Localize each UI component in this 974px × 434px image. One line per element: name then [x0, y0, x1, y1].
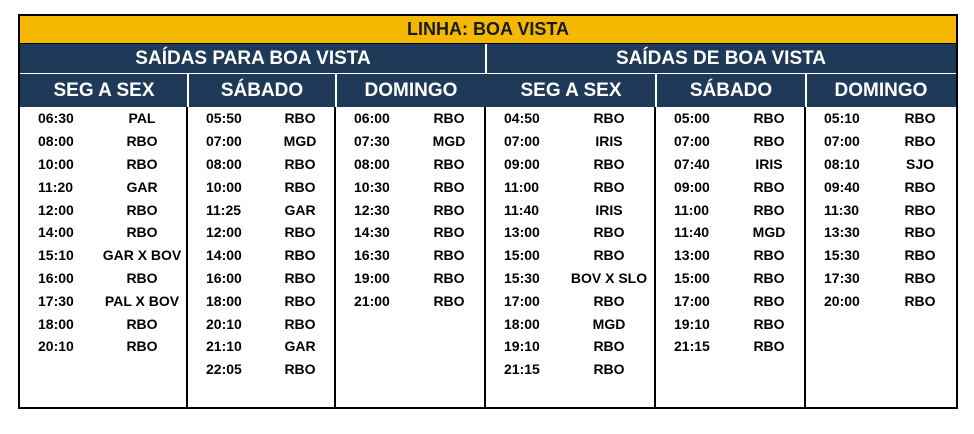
route-code: RBO: [904, 133, 936, 150]
departure-time: 12:30: [354, 201, 390, 218]
column-para-sab: [188, 107, 336, 407]
route-code: RBO: [904, 224, 936, 241]
schedule-row: [656, 175, 804, 198]
route-code: MGD: [752, 224, 786, 241]
schedule-row: [656, 198, 804, 221]
schedule-table: [18, 14, 958, 409]
schedule-row: [486, 153, 654, 176]
route-code: RBO: [753, 178, 785, 195]
schedule-row: [806, 175, 956, 198]
schedule-row: [656, 267, 804, 290]
departure-time: 16:30: [354, 247, 390, 264]
schedule-row: [20, 289, 186, 312]
departure-time: 11:30: [824, 201, 860, 218]
day-header-de-seg: SEG A SEX: [486, 74, 656, 107]
route-code: RBO: [284, 155, 316, 172]
route-code: RBO: [284, 224, 316, 241]
departure-time: 07:00: [504, 133, 540, 150]
schedule-row: [188, 312, 334, 335]
departure-time: 07:00: [206, 133, 242, 150]
route-code: RBO: [593, 361, 625, 378]
day-header-para-dom: DOMINGO: [336, 74, 486, 107]
departure-time: 06:30: [38, 110, 74, 127]
schedule-row: [336, 198, 484, 221]
schedule-row: [20, 335, 186, 358]
route-code: RBO: [753, 315, 785, 332]
column-de-seg: [486, 107, 656, 407]
departure-time: 06:00: [354, 110, 390, 127]
departure-time: 08:00: [354, 155, 390, 172]
schedule-row: [20, 107, 186, 130]
schedule-row: [336, 221, 484, 244]
schedule-row: [20, 153, 186, 176]
route-code: RBO: [753, 338, 785, 355]
departure-time: 16:00: [206, 269, 242, 286]
departure-time: 18:00: [504, 315, 540, 332]
departure-time: 14:00: [206, 247, 242, 264]
departure-time: 11:00: [674, 201, 710, 218]
group-header-para: SAÍDAS PARA BOA VISTA: [20, 44, 486, 74]
schedule-row: [656, 289, 804, 312]
schedule-row: [336, 130, 484, 153]
schedule-row: [336, 289, 484, 312]
departure-time: 22:05: [206, 361, 242, 378]
departure-time: 15:00: [504, 247, 540, 264]
header-divider: [805, 74, 807, 107]
column-de-sab: [656, 107, 806, 407]
departure-time: 19:10: [504, 338, 540, 355]
route-code: RBO: [433, 178, 465, 195]
schedule-row: [486, 221, 654, 244]
route-code: RBO: [593, 178, 625, 195]
schedule-row: [188, 267, 334, 290]
schedule-row: [486, 107, 654, 130]
group-header-de: SAÍDAS DE BOA VISTA: [486, 44, 956, 74]
departure-time: 11:40: [674, 224, 710, 241]
departure-time: 11:40: [504, 201, 540, 218]
departure-time: 20:10: [206, 315, 242, 332]
departure-time: 11:00: [504, 178, 540, 195]
route-code: RBO: [126, 224, 158, 241]
departure-time: 17:30: [38, 292, 74, 309]
schedule-row: [656, 107, 804, 130]
route-code: GAR: [126, 178, 158, 195]
departure-time: 21:10: [206, 338, 242, 355]
route-code: RBO: [433, 292, 465, 309]
column-de-dom: [806, 107, 956, 407]
route-code: RBO: [126, 133, 158, 150]
route-code: RBO: [593, 247, 625, 264]
route-code: RBO: [593, 110, 625, 127]
departure-time: 07:00: [674, 133, 710, 150]
departure-time: 19:10: [674, 315, 710, 332]
route-code: RBO: [126, 155, 158, 172]
schedule-row: [656, 130, 804, 153]
departure-time: 15:30: [824, 247, 860, 264]
schedule-row: [486, 289, 654, 312]
departure-time: 18:00: [38, 315, 74, 332]
route-code: RBO: [753, 269, 785, 286]
day-header-para-seg: SEG A SEX: [20, 74, 188, 107]
departure-time: 13:30: [824, 224, 860, 241]
route-code: GAR: [284, 201, 316, 218]
schedule-row: [806, 107, 956, 130]
departure-time: 21:15: [674, 338, 710, 355]
departure-time: 13:00: [504, 224, 540, 241]
schedule-row: [188, 198, 334, 221]
schedule-row: [20, 130, 186, 153]
route-code: RBO: [904, 110, 936, 127]
departure-time: 04:50: [504, 110, 540, 127]
departure-time: 17:30: [824, 269, 860, 286]
route-code: SJO: [905, 155, 934, 172]
departure-time: 15:10: [38, 247, 74, 264]
departure-time: 13:00: [674, 247, 710, 264]
departure-time: 15:00: [674, 269, 710, 286]
schedule-row: [656, 244, 804, 267]
route-code: RBO: [753, 110, 785, 127]
schedule-row: [806, 198, 956, 221]
route-code: RBO: [126, 338, 158, 355]
route-code: RBO: [753, 247, 785, 264]
route-code: GAR X BOV: [102, 247, 182, 264]
header-divider: [187, 74, 189, 107]
schedule-row: [20, 221, 186, 244]
schedule-row: [486, 312, 654, 335]
schedule-row: [188, 221, 334, 244]
route-code: RBO: [593, 338, 625, 355]
schedule-row: [806, 244, 956, 267]
departure-time: 07:30: [354, 133, 390, 150]
column-para-dom: [336, 107, 486, 407]
departure-time: 11:25: [206, 201, 242, 218]
route-code: PAL X BOV: [104, 292, 180, 309]
schedule-row: [188, 358, 334, 381]
departure-time: 21:15: [504, 361, 540, 378]
schedule-row: [486, 198, 654, 221]
departure-time: 05:10: [824, 110, 860, 127]
day-header-de-dom: DOMINGO: [806, 74, 956, 107]
route-code: RBO: [753, 292, 785, 309]
departure-time: 14:00: [38, 224, 74, 241]
route-code: RBO: [753, 133, 785, 150]
schedule-row: [20, 198, 186, 221]
schedule-row: [806, 267, 956, 290]
departure-time: 08:00: [38, 133, 74, 150]
route-code: RBO: [433, 224, 465, 241]
departure-time: 17:00: [674, 292, 710, 309]
route-code: IRIS: [595, 201, 623, 218]
departure-time: 08:10: [824, 155, 860, 172]
route-code: BOV X SLO: [570, 269, 648, 286]
header-divider: [655, 74, 657, 107]
departure-time: 15:30: [504, 269, 540, 286]
route-code: RBO: [284, 292, 316, 309]
schedule-row: [188, 244, 334, 267]
schedule-row: [336, 153, 484, 176]
route-code: RBO: [433, 155, 465, 172]
route-code: RBO: [284, 247, 316, 264]
departure-time: 08:00: [206, 155, 242, 172]
route-code: RBO: [433, 110, 465, 127]
route-code: RBO: [126, 269, 158, 286]
departure-time: 18:00: [206, 292, 242, 309]
route-code: RBO: [284, 178, 316, 195]
route-code: RBO: [433, 247, 465, 264]
schedule-row: [188, 335, 334, 358]
departure-time: 09:40: [824, 178, 860, 195]
route-code: RBO: [904, 247, 936, 264]
departure-time: 10:00: [38, 155, 74, 172]
route-code: RBO: [284, 269, 316, 286]
departure-time: 09:00: [504, 155, 540, 172]
schedule-row: [20, 244, 186, 267]
departure-time: 16:00: [38, 269, 74, 286]
departure-time: 05:50: [206, 110, 242, 127]
schedule-row: [188, 153, 334, 176]
schedule-row: [188, 130, 334, 153]
schedule-row: [336, 107, 484, 130]
day-header-para-sab: SÁBADO: [188, 74, 336, 107]
departure-time: 05:00: [674, 110, 710, 127]
schedule-row: [188, 107, 334, 130]
departure-time: 11:20: [38, 178, 74, 195]
route-code: RBO: [904, 292, 936, 309]
route-code: IRIS: [595, 133, 623, 150]
schedule-row: [486, 358, 654, 381]
route-code: RBO: [284, 361, 316, 378]
route-code: RBO: [904, 269, 936, 286]
route-code: RBO: [284, 315, 316, 332]
schedule-row: [656, 221, 804, 244]
route-code: RBO: [593, 292, 625, 309]
departure-time: 07:40: [674, 155, 710, 172]
schedule-row: [486, 244, 654, 267]
departure-time: 20:00: [824, 292, 860, 309]
departure-time: 19:00: [354, 269, 390, 286]
day-header-de-sab: SÁBADO: [656, 74, 806, 107]
line-title: LINHA: BOA VISTA: [20, 16, 956, 44]
route-code: PAL: [128, 110, 156, 127]
route-code: RBO: [126, 315, 158, 332]
route-code: RBO: [433, 201, 465, 218]
schedule-row: [336, 267, 484, 290]
schedule-row: [486, 267, 654, 290]
schedule-row: [336, 175, 484, 198]
departure-time: 12:00: [38, 201, 74, 218]
route-code: RBO: [904, 178, 936, 195]
schedule-row: [336, 244, 484, 267]
departure-time: 14:30: [354, 224, 390, 241]
route-code: RBO: [753, 201, 785, 218]
route-code: MGD: [432, 133, 466, 150]
schedule-row: [656, 312, 804, 335]
schedule-row: [656, 335, 804, 358]
schedule-row: [20, 312, 186, 335]
departure-time: 20:10: [38, 338, 74, 355]
route-code: MGD: [592, 315, 626, 332]
schedule-row: [20, 267, 186, 290]
schedule-row: [656, 153, 804, 176]
schedule-row: [188, 175, 334, 198]
departure-time: 09:00: [674, 178, 710, 195]
schedule-row: [20, 175, 186, 198]
departure-time: 07:00: [824, 133, 860, 150]
schedule-row: [486, 335, 654, 358]
departure-time: 12:00: [206, 224, 242, 241]
route-code: RBO: [904, 201, 936, 218]
schedule-row: [486, 130, 654, 153]
route-code: RBO: [593, 224, 625, 241]
route-code: MGD: [283, 133, 317, 150]
route-code: RBO: [593, 155, 625, 172]
column-para-seg: [20, 107, 188, 407]
schedule-row: [486, 175, 654, 198]
header-divider: [335, 74, 337, 107]
schedule-row: [806, 221, 956, 244]
route-code: IRIS: [755, 155, 783, 172]
schedule-row: [188, 289, 334, 312]
departure-time: 21:00: [354, 292, 390, 309]
departure-time: 10:00: [206, 178, 242, 195]
route-code: RBO: [126, 201, 158, 218]
route-code: RBO: [433, 269, 465, 286]
departure-time: 17:00: [504, 292, 540, 309]
departure-time: 10:30: [354, 178, 390, 195]
schedule-row: [806, 289, 956, 312]
schedule-row: [806, 153, 956, 176]
route-code: GAR: [284, 338, 316, 355]
route-code: RBO: [284, 110, 316, 127]
schedule-row: [806, 130, 956, 153]
